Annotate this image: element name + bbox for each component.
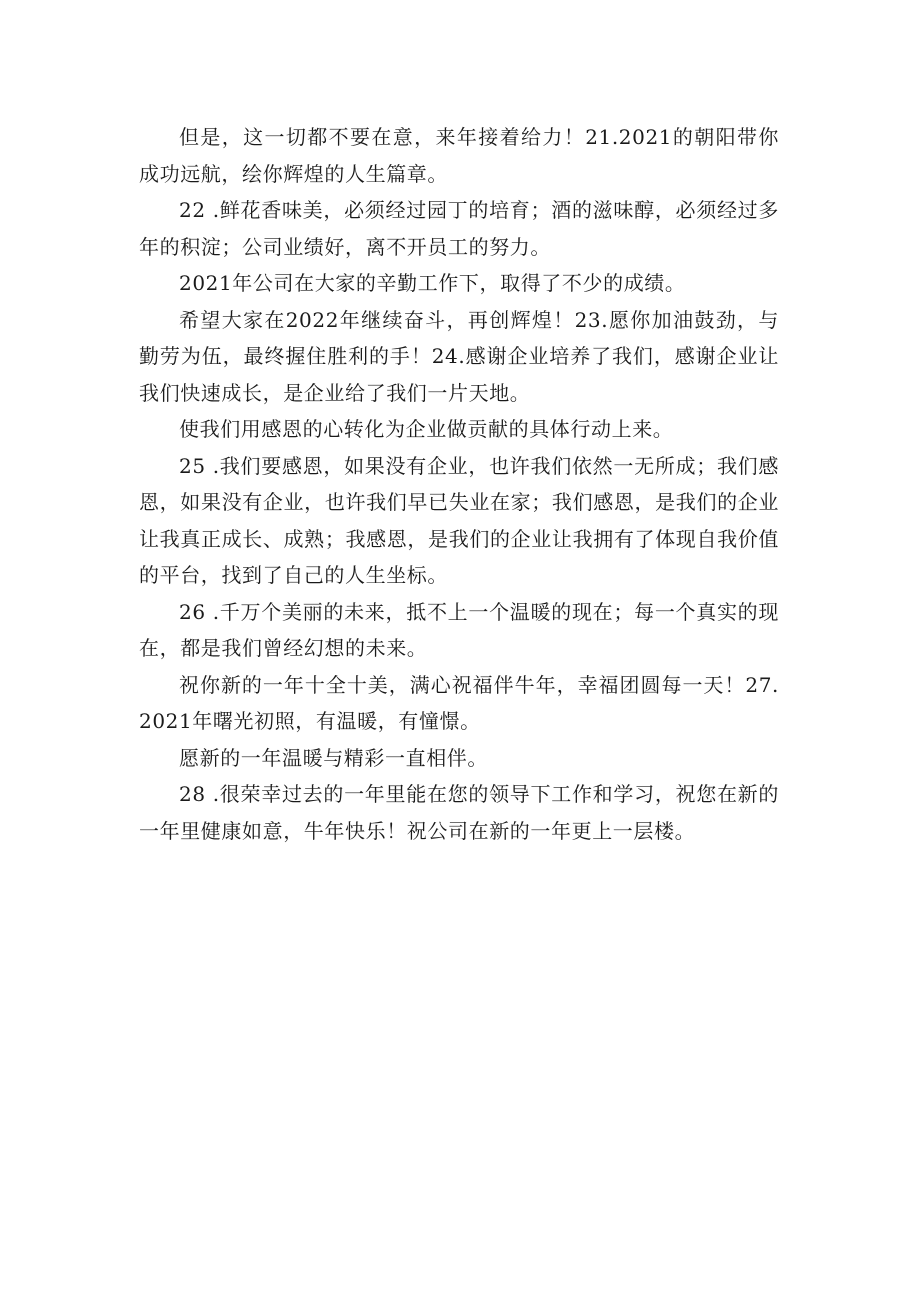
paragraph-8: 祝你新的一年十全十美，满心祝福伴牛年，幸福团圆每一天！27.2021年曙光初照，有温暖，有憧憬。 xyxy=(139,672,779,733)
paragraph-5: 使我们用感恩的心转化为企业做贡献的具体行动上来。 xyxy=(179,417,674,441)
paragraph-10: 28 .很荣幸过去的一年里能在您的领导下工作和学习，祝您在新的一年里健康如意，牛年快乐！祝公司在新的一年更上一层楼。 xyxy=(139,782,779,843)
paragraph-2: 22 .鲜花香味美，必须经过园丁的培育；酒的滋味醇，必须经过多年的积淀；公司业绩好，离不开员工的努力。 xyxy=(139,198,779,259)
paragraph-4: 希望大家在2022年继续奋斗，再创辉煌！23.愿你加油鼓劲，与勤劳为伍，最终握住胜利的手！24.感谢企业培养了我们，感谢企业让我们快速成长，是企业给了我们一片天地。 xyxy=(139,307,779,405)
paragraph-9: 愿新的一年温暖与精彩一直相伴。 xyxy=(179,745,488,770)
paragraph-1: 但是，这一切都不要在意，来年接着给力！21.2021的朝阳带你成功远航，绘你辉煌的人生篇章。 xyxy=(139,125,779,186)
paragraph-7: 26 .千万个美丽的未来，抵不上一个温暖的现在；每一个真实的现在，都是我们曾经幻想的未来。 xyxy=(139,599,779,660)
paragraph-6: 25 .我们要感恩，如果没有企业，也许我们依然一无所成；我们感恩，如果没有企业，也许我们早已失业在家；我们感恩，是我们的企业让我真正成长、成熟；我感恩，是我们的企业让我拥有了体现自我价值的平台，找到了自己的人生坐标。 xyxy=(139,453,779,587)
document-body xyxy=(139,119,779,849)
paragraph-3: 2021年公司在大家的辛勤工作下，取得了不少的成绩。 xyxy=(179,271,686,295)
